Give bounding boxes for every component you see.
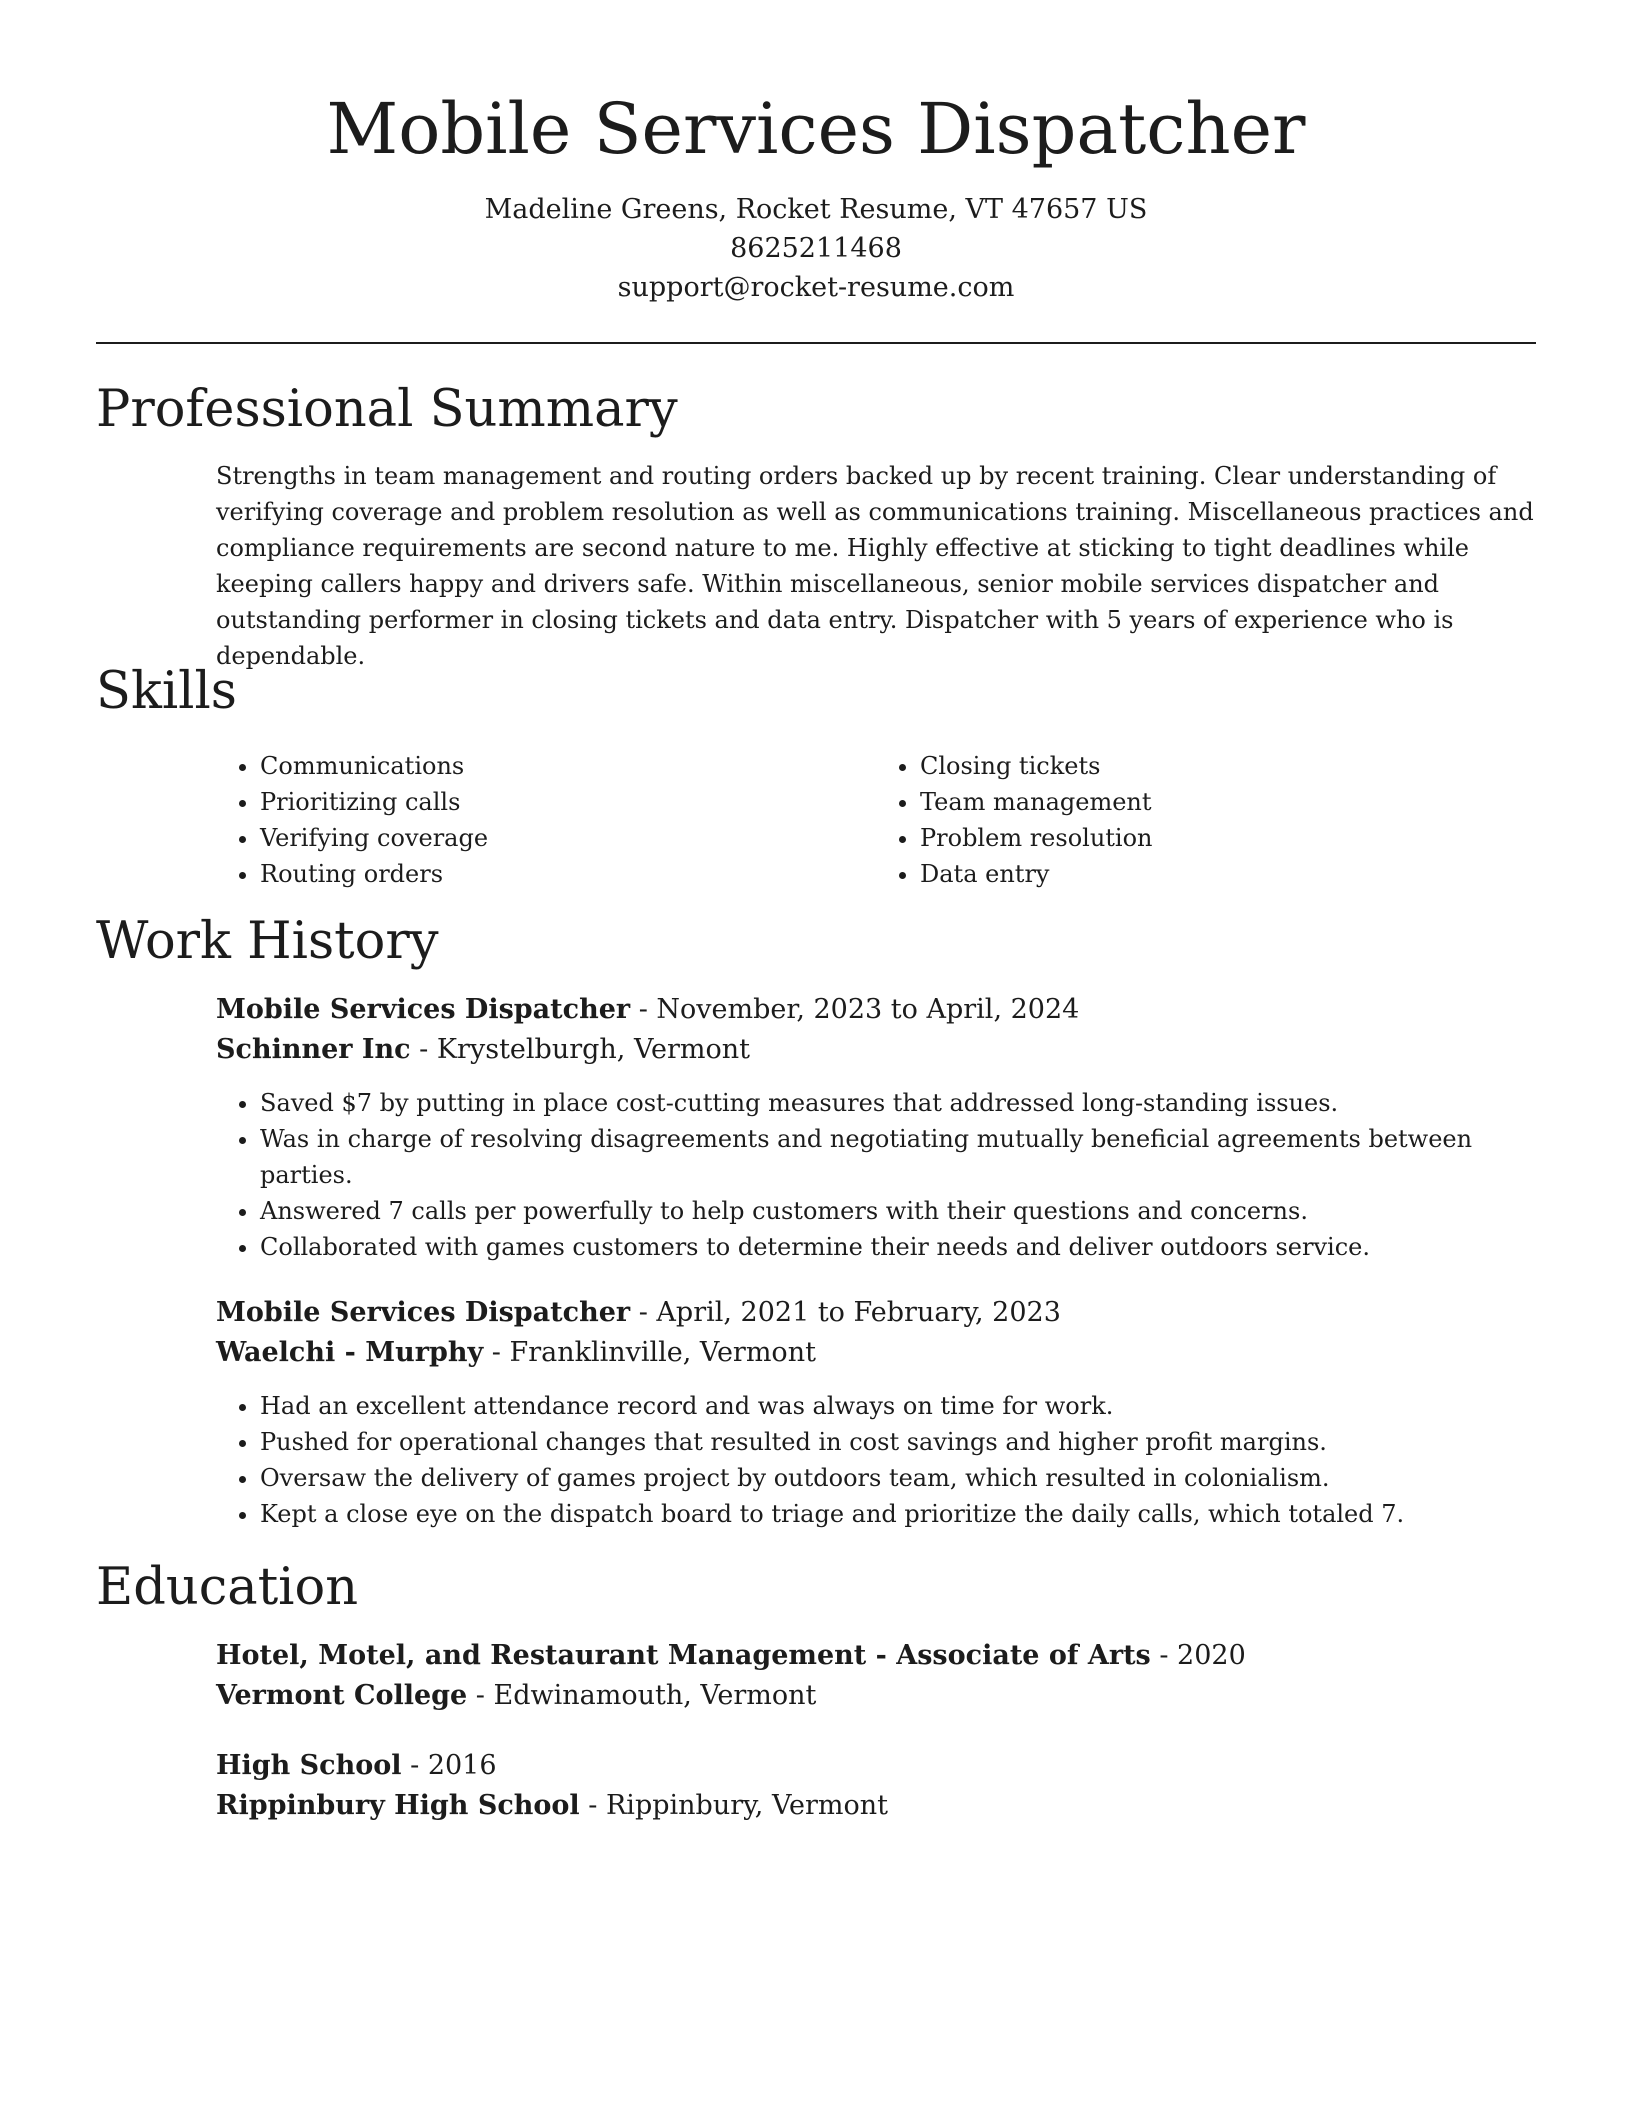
- skill-item: • Communications: [260, 748, 876, 784]
- job-bullet: • Pushed for operational changes that resulted in cost savings and higher profit margins.: [260, 1424, 1500, 1460]
- education-school: Rippinbury High School: [216, 1790, 580, 1821]
- education-location: - Rippinbury, Vermont: [579, 1790, 888, 1821]
- education-school: Vermont College: [216, 1680, 468, 1711]
- contact-block: [0, 190, 1632, 307]
- job-bullet: • Oversaw the delivery of games project by outdoors team, which resulted in colonialism.: [260, 1460, 1500, 1496]
- education-year: - 2016: [401, 1750, 497, 1781]
- header-divider: [96, 342, 1536, 344]
- job-company: Waelchi - Murphy: [216, 1337, 484, 1368]
- resume-name: Mobile Services Dispatcher: [326, 88, 1306, 170]
- job-bullet: • Saved $7 by putting in place cost-cutting measures that addressed long-standing issues.: [260, 1085, 1500, 1121]
- job-company: Schinner Inc: [216, 1034, 411, 1065]
- education-heading: Education: [96, 1558, 359, 1617]
- skills-heading: Skills: [96, 662, 237, 721]
- skills-column-right: [876, 748, 1536, 892]
- summary-text: Strengths in team management and routing orders backed up by recent training. Clear understanding of verifying coverage and problem resolution as well as communications training. Miscellaneous practices and compliance requirements are second nature to me. Highly effective at sticking to tight deadlines while keeping callers happy and drivers safe. Within miscellaneous, senior mobile services dispatcher and outstanding performer in closing tickets and data entry. Dispatcher with 5 years of experience who is dependable.: [216, 462, 1534, 670]
- contact-email: support@rocket-resume.com: [617, 272, 1015, 303]
- education-entry: [216, 1636, 1536, 1716]
- skill-item: • Verifying coverage: [260, 820, 876, 856]
- job-bullet: • Answered 7 calls per powerfully to help customers with their questions and concerns.: [260, 1193, 1500, 1229]
- skill-item: • Closing tickets: [920, 748, 1536, 784]
- education-location: - Edwinamouth, Vermont: [467, 1680, 817, 1711]
- job-bullet: • Collaborated with games customers to determine their needs and deliver outdoors service.: [260, 1229, 1500, 1265]
- job-bullet: • Was in charge of resolving disagreements and negotiating mutually beneficial agreements between parties.: [260, 1121, 1500, 1193]
- job-title: Mobile Services Dispatcher: [216, 994, 631, 1025]
- work-history-heading: Work History: [96, 912, 439, 971]
- job-bullet: • Had an excellent attendance record and was always on time for work.: [260, 1388, 1500, 1424]
- job-dates: - April, 2021 to February, 2023: [630, 1297, 1061, 1328]
- resume-header: [0, 86, 1632, 307]
- job-title: Mobile Services Dispatcher: [216, 1297, 631, 1328]
- job-bullets: [216, 1085, 1500, 1265]
- skill-item: • Routing orders: [260, 856, 876, 892]
- skills-column-left: [216, 748, 876, 892]
- skill-item: • Data entry: [920, 856, 1536, 892]
- contact-address: Madeline Greens, Rocket Resume, VT 47657 US: [484, 194, 1148, 225]
- job-location: - Franklinville, Vermont: [483, 1337, 816, 1368]
- skill-item: • Problem resolution: [920, 820, 1536, 856]
- job-bullets: [216, 1388, 1500, 1532]
- contact-phone: 8625211468: [730, 233, 902, 264]
- education-degree: High School: [216, 1750, 402, 1781]
- job-bullet: • Kept a close eye on the dispatch board to triage and prioritize the daily calls, which totaled 7.: [260, 1496, 1500, 1532]
- job-entry-header: [216, 1293, 1536, 1373]
- education-year: - 2020: [1150, 1640, 1246, 1671]
- skill-item: • Team management: [920, 784, 1536, 820]
- skills-list: [216, 748, 1536, 892]
- education-entry: [216, 1746, 1536, 1826]
- job-dates: - November, 2023 to April, 2024: [630, 994, 1080, 1025]
- education-degree: Hotel, Motel, and Restaurant Management - Associate of Arts: [216, 1640, 1151, 1671]
- skill-item: • Prioritizing calls: [260, 784, 876, 820]
- job-location: - Krystelburgh, Vermont: [410, 1034, 750, 1065]
- summary-heading: Professional Summary: [96, 380, 678, 439]
- job-entry-header: [216, 990, 1536, 1070]
